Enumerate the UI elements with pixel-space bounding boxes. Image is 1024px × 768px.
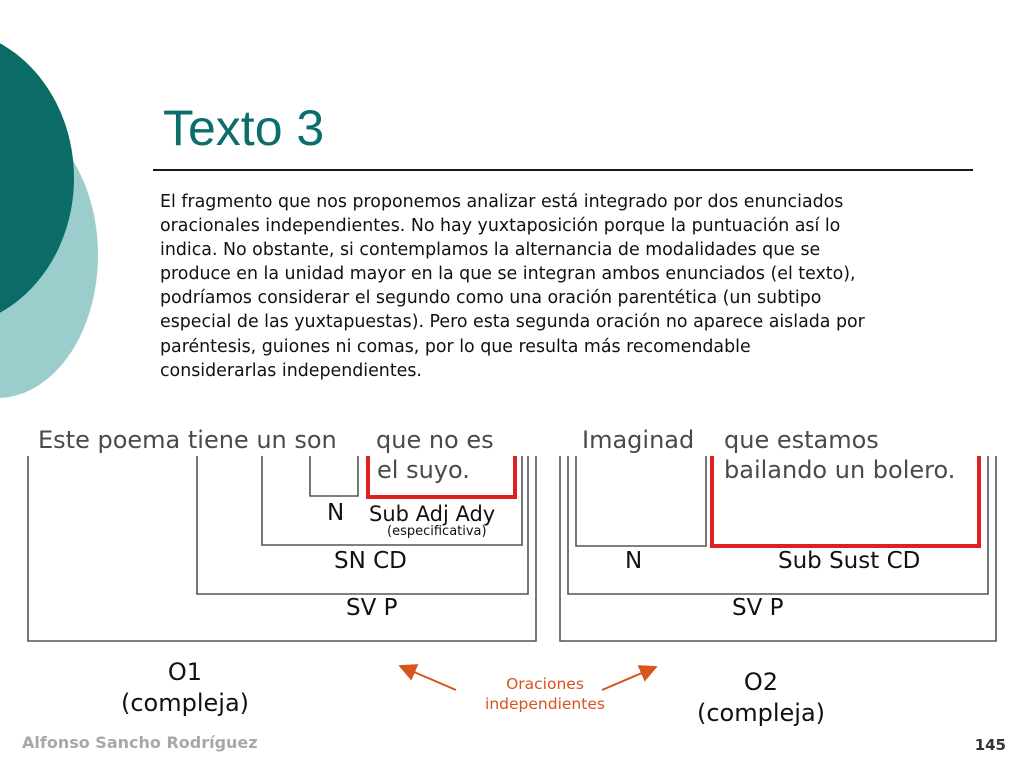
sentence1-label-sub: Sub Adj Ady xyxy=(369,502,496,526)
sentence1-sub-clause-start: que no es xyxy=(376,426,494,454)
n1-box xyxy=(310,456,358,496)
sentence1-label-n: N xyxy=(327,500,345,526)
page-number: 145 xyxy=(974,736,1006,754)
sentence2-label-o-note: (compleja) xyxy=(696,699,826,727)
note-line-1: Oraciones xyxy=(506,675,584,693)
sentence2-label-n: N xyxy=(625,548,643,574)
sentence2-label-o: O2 xyxy=(743,668,779,696)
sentence1-sub-clause-end: el suyo. xyxy=(377,456,470,484)
sentence1-label-o: O1 xyxy=(167,658,203,686)
sentence1-label-sv: SV P xyxy=(346,595,398,621)
sentence1-main-clause: Este poema tiene un son xyxy=(38,426,337,454)
sentence2-sub-clause-start: que estamos xyxy=(724,426,879,454)
slide-title: Texto 3 xyxy=(163,100,325,156)
sentence2-label-sv: SV P xyxy=(732,595,784,621)
sentence1-label-o-note: (compleja) xyxy=(120,689,250,717)
sentence2-sub-clause-end: bailando un bolero. xyxy=(724,456,956,484)
independent-clauses-note xyxy=(470,674,620,714)
note-line-2: independientes xyxy=(485,695,605,713)
sentence2-label-sub: Sub Sust CD xyxy=(778,548,921,574)
arrow-left xyxy=(400,666,456,690)
sentence1-label-sub-note: (especificativa) xyxy=(387,524,487,539)
author-name: Alfonso Sancho Rodríguez xyxy=(22,733,258,752)
sentence1-label-sn: SN CD xyxy=(334,548,407,574)
intro-paragraph: El fragmento que nos proponemos analizar está integrado por dos enunciados oracionales independientes. No hay yuxtaposición porque la puntuación así lo indica. No obstante, si contemplamos la alternancia de modalidades que se produce en la unidad mayor en la que se integran ambos enunciados (el texto), podríamos considerar el segundo como una oración parentética (un subtipo especial de las yuxtapuestas). Pero esta segunda oración no aparece aislada por paréntesis, guiones ni comas, por lo que resulta más recomendable considerarlas independientes. xyxy=(160,192,865,381)
n2-box xyxy=(576,456,706,546)
sentence2-main-clause: Imaginad xyxy=(582,426,695,454)
